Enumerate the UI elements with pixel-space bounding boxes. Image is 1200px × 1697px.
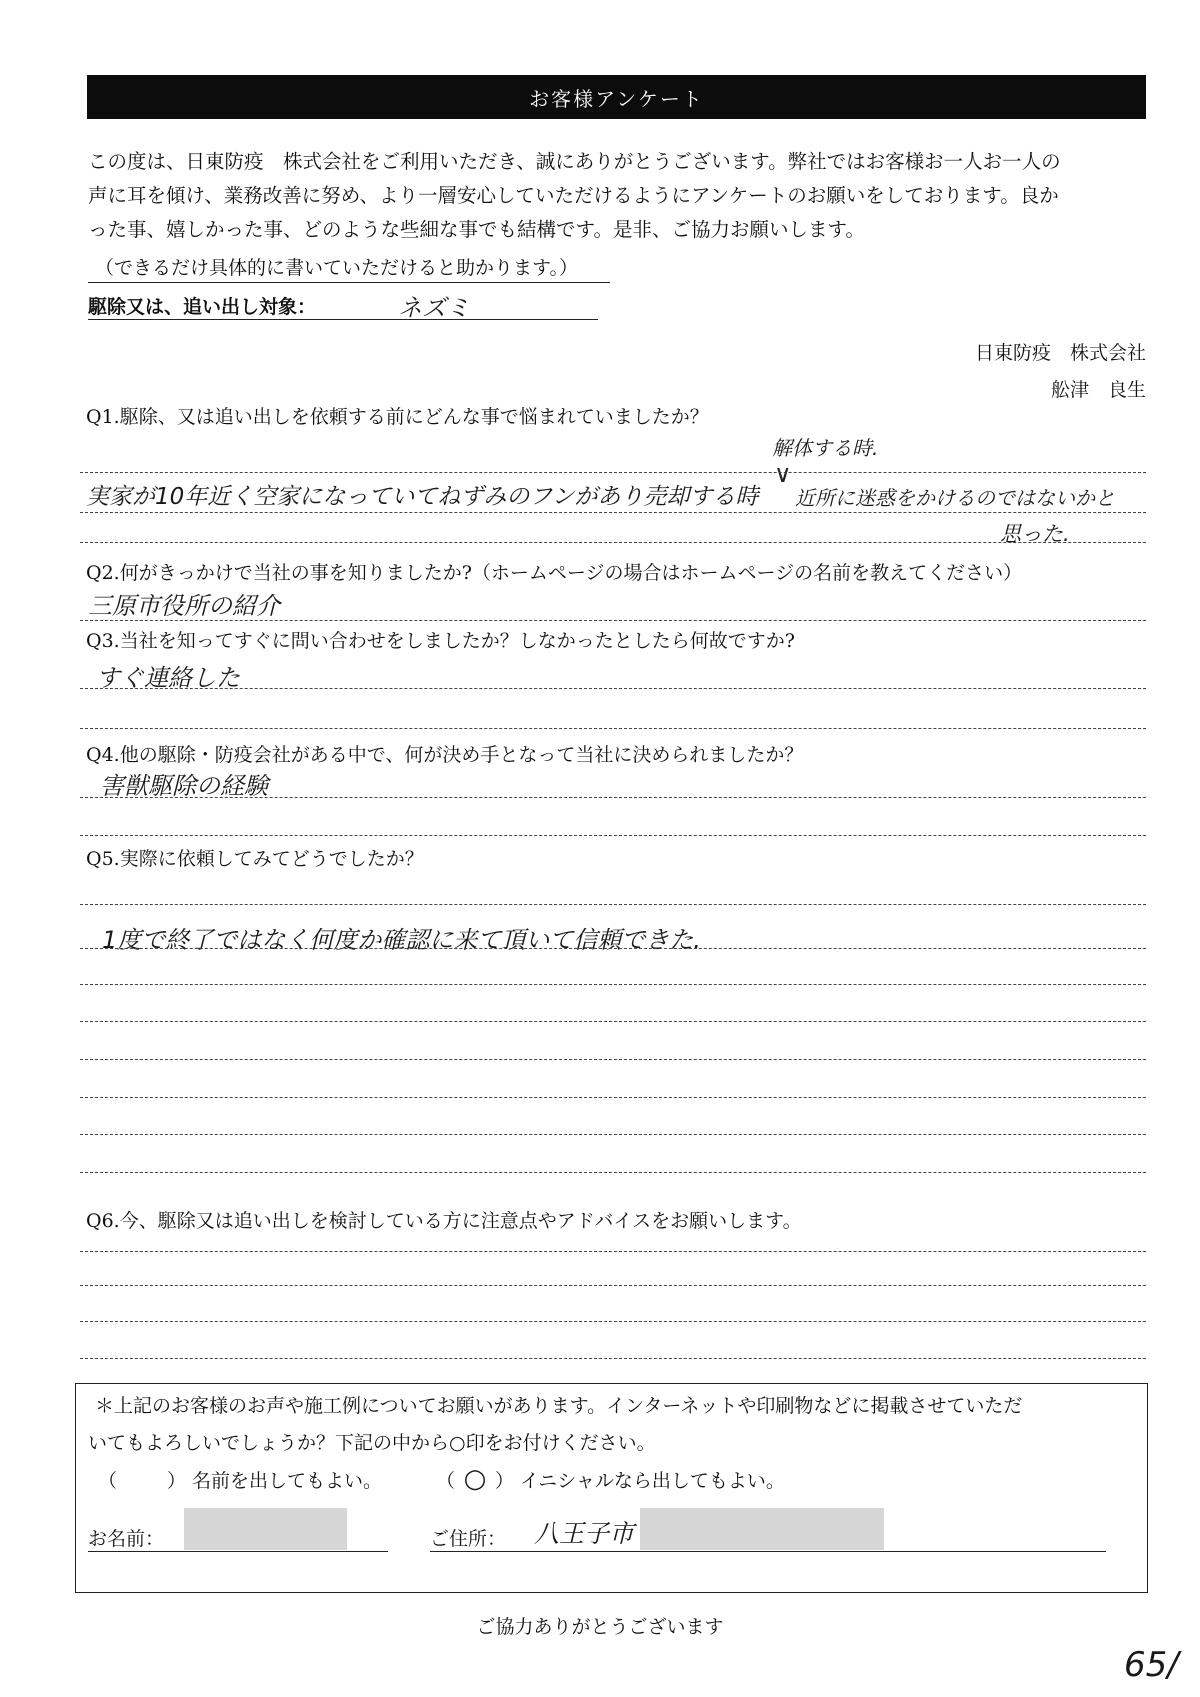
address-redacted [640, 1508, 884, 1550]
answer-line [80, 1358, 1146, 1359]
question-q3: Q3.当社を知ってすぐに問い合わせをしましたか？しなかったとしたら何故ですか? [86, 630, 795, 652]
answer-line [80, 542, 1146, 543]
intro-line: 声に耳を傾け、業務改善に努め、より一層安心していただけるようにアンケートのお願いをしております。良か [88, 184, 1059, 207]
answer-line [80, 1097, 1146, 1098]
intro-line: この度は、日東防疫 株式会社をご利用いただき、誠にありがとうございます。弊社ではお客様お一人お一人の [88, 150, 1061, 173]
answer-line [80, 1059, 1146, 1060]
answer-line [80, 948, 1146, 949]
consent-option-initials[interactable] [436, 1466, 785, 1493]
page-number: 65/ [1124, 1645, 1179, 1685]
answer-line [80, 512, 1146, 513]
survey-title-bar [87, 75, 1146, 119]
target-label: 駆除又は、追い出し対象： [88, 296, 317, 318]
intro-paragraph [88, 145, 1148, 247]
intro-note: （できるだけ具体的に書いていただけると助かります。） [95, 257, 578, 279]
answer-line [80, 688, 1146, 689]
target-value: ネズミ [398, 294, 470, 322]
name-redacted [184, 1508, 347, 1550]
question-q2: Q2.何がきっかけで当社の事を知りましたか?（ホームページの場合はホームページの名前を教えてください） [86, 562, 1023, 584]
answer-line [80, 1321, 1146, 1322]
answer-q1-insert: 解体する時. [772, 436, 879, 460]
company-name: 日東防疫 株式会社 [974, 342, 1146, 364]
answer-q1-end: 思った. [1000, 522, 1070, 546]
answer-line [80, 1134, 1146, 1135]
option-mark: ○ [463, 1464, 487, 1494]
question-q4: Q4.他の駆除・防疫会社がある中で、何が決め手となって当社に決められましたか？ [86, 744, 804, 766]
option-bracket-close: ） [167, 1470, 187, 1492]
answer-line [80, 835, 1146, 836]
answer-line [80, 620, 1146, 621]
answer-line [80, 904, 1146, 905]
answer-line [80, 797, 1146, 798]
survey-title: お客様アンケート [529, 86, 704, 111]
question-q6: Q6.今、駆除又は追い出しを検討している方に注意点やアドバイスをお願いします。 [86, 1210, 802, 1232]
answer-q1-main: 実家が10年近く空家になっていてねずみのフンがあり売却する時 [86, 484, 759, 510]
option-label: 名前を出してもよい。 [192, 1470, 383, 1492]
name-underline [88, 1551, 388, 1552]
option-bracket-open: （ [436, 1470, 456, 1492]
answer-line [80, 984, 1146, 985]
name-label: お名前： [88, 1528, 165, 1550]
question-q5: Q5.実際に依頼してみてどうでしたか？ [86, 848, 424, 870]
answer-q4: 害獣駆除の経験 [100, 772, 268, 800]
answer-q3: すぐ連絡した [96, 664, 240, 692]
option-label: イニシャルなら出してもよい。 [520, 1470, 785, 1492]
question-q1: Q1.駆除、又は追い出しを依頼する前にどんな事で悩まれていましたか？ [86, 406, 709, 428]
representative-name: 舩津 良生 [1050, 379, 1146, 401]
answer-q1-cont: 近所に迷惑をかけるのではないかと [795, 486, 1115, 510]
answer-q5: 1度で終了ではなく何度か確認に来て頂いて信頼できた. [102, 926, 701, 954]
thanks-message: ご協力ありがとうございます [476, 1616, 724, 1638]
address-value: 八王子市 [534, 1519, 635, 1548]
consent-text-line: ＊上記のお客様のお声や施工例についてお願いがあります。インターネットや印刷物などに掲載させていただ [95, 1395, 1023, 1417]
answer-q2: 三原市役所の紹介 [88, 592, 280, 620]
consent-text-line: いてもよろしいでしょうか？下記の中から○印をお付けください。 [88, 1432, 656, 1454]
intro-line: った事、嬉しかった事、どのような些細な事でも結構です。是非、ご協力お願いします。 [88, 218, 865, 241]
answer-line [80, 1251, 1146, 1252]
consent-option-name[interactable] [98, 1466, 382, 1493]
answer-line [80, 1285, 1146, 1286]
target-underline [88, 319, 598, 320]
address-label: ご住所： [430, 1528, 507, 1550]
option-bracket-close: ） [495, 1470, 515, 1492]
note-underline [88, 282, 610, 283]
answer-line [80, 1021, 1146, 1022]
address-underline [430, 1551, 1106, 1552]
insert-caret-icon: ∨ [774, 460, 792, 488]
answer-line [80, 472, 1146, 473]
answer-line [80, 728, 1146, 729]
option-bracket-open: （ [98, 1470, 118, 1492]
answer-line [80, 1172, 1146, 1173]
